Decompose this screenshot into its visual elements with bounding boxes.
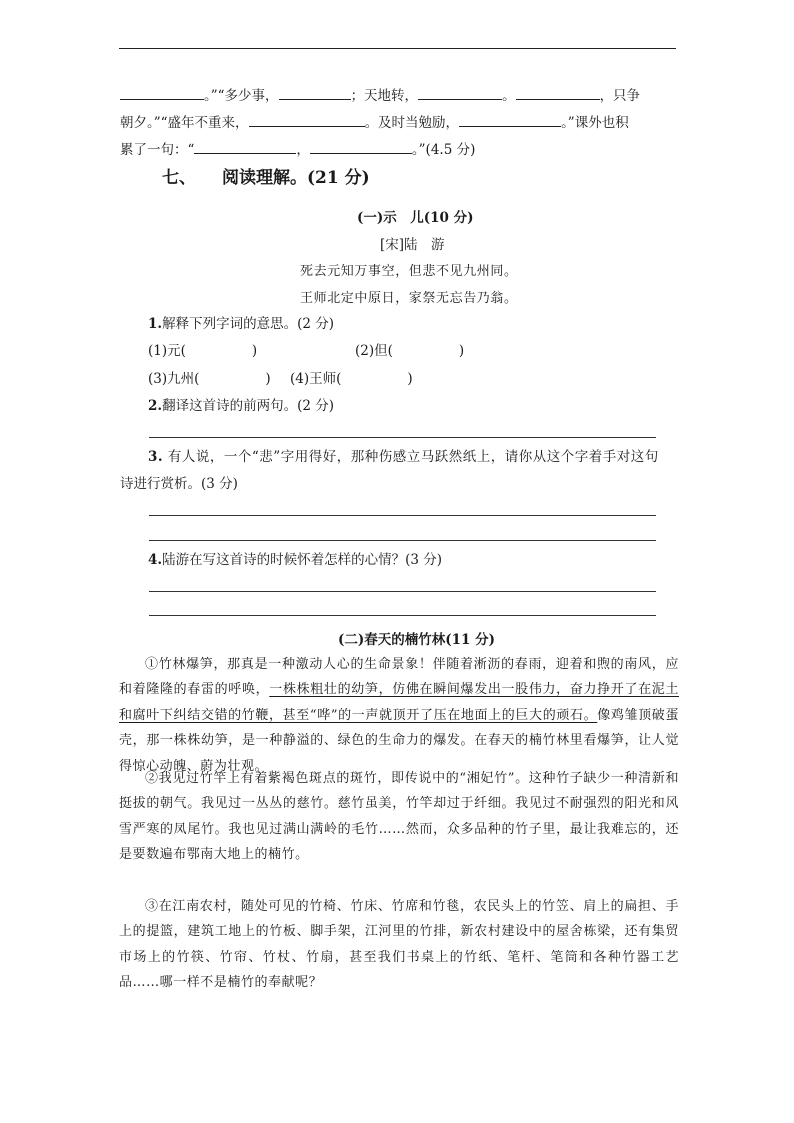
poem-line: 死去元知万事空，但悲不见九州同。 — [300, 264, 518, 279]
poem-title: (一)示 儿(10 分) — [357, 210, 474, 226]
fill-text: ， — [296, 142, 310, 158]
item-label: (2)但( — [355, 343, 393, 359]
question-text: 有人说，一个“悲”字用得好，那种伤感立马跃然纸上，请你从这个字着手对这句 — [167, 449, 659, 465]
question-number: 4. — [148, 552, 163, 568]
answer-blank[interactable] — [310, 139, 412, 154]
article-paragraph-2: ②我见过竹竿上有着紫褐色斑点的斑竹，即传说中的“湘妃竹”。这种竹子缺少一种清新和挺拔的朝气。我见过一丛丛的慈竹。慈竹虽美，竹竿却过于纤细。我见过不耐强烈的阳光和风雪严寒的凤尾竹。我也见过满山满岭的毛竹……然而，众多品种的竹子里，最让我难忘的，还是要数遍布鄂南大地上的楠竹。 — [119, 771, 679, 863]
question-number: 3. — [148, 449, 164, 465]
fill-line-1 — [120, 85, 640, 105]
section-title: 阅读理解。(21 分) — [222, 168, 370, 188]
q1-item-4 — [290, 370, 413, 388]
answer-blank[interactable] — [418, 85, 502, 100]
poem-author: [宋]陆 游 — [380, 237, 445, 253]
question-3-cont: 诗进行赏析。(3 分) — [120, 476, 238, 492]
item-close: ) — [407, 371, 413, 387]
answer-line[interactable] — [149, 515, 656, 516]
answer-line[interactable] — [149, 437, 656, 438]
paragraph-text: 像鸡雏顶破蛋壳，那一株株幼笋，是一种静溢的、绿色的生命力的爆发。在春天的楠竹林里看爆笋，让人觉得惊心动魄、蔚为壮观。 — [119, 707, 679, 774]
item-close: ) — [251, 343, 258, 359]
question-4 — [148, 551, 442, 569]
fill-text: 朝夕。”“盛年不重来， — [120, 115, 249, 131]
underlined-sentence: 一株株粗壮的幼笋，仿佛在瞬间爆发出一股伟力，奋力挣开了在泥土和腐叶下纠结交错的竹鞭，甚至“哗”的一声就顶开了压在地面上的巨大的顽石。 — [119, 682, 679, 723]
answer-line[interactable] — [149, 615, 656, 616]
answer-blank[interactable] — [249, 112, 365, 127]
answer-blank[interactable] — [120, 85, 204, 100]
question-text: 翻译这首诗的前两句。(2 分) — [162, 398, 335, 414]
article-title: (二)春天的楠竹林(11 分) — [338, 632, 496, 648]
article-paragraph-1 — [119, 652, 679, 779]
fill-line-3 — [120, 139, 475, 159]
question-1 — [148, 315, 334, 333]
question-number: 2. — [148, 398, 163, 414]
answer-line[interactable] — [149, 591, 656, 592]
item-label: (4)王师( — [290, 371, 342, 387]
question-3 — [148, 448, 659, 466]
fill-text: 累了一句：“ — [120, 142, 195, 158]
fill-text: 。”课外也积 — [561, 115, 629, 131]
fill-text: ，只争 — [599, 88, 641, 104]
fill-text: ；天地转， — [350, 88, 419, 104]
paragraph-text: ①竹林爆笋，那真是一种激动人心的生命景象！伴随着淅沥的春雨，迎着和煦的南风，应和着隆隆的春雷的呼唤， — [119, 657, 679, 698]
answer-blank[interactable] — [459, 112, 561, 127]
poem-line: 王师北定中原日，家祭无忘告乃翁。 — [300, 291, 518, 306]
fill-text: 。 — [502, 88, 516, 104]
fill-text: 。及时当勉励， — [364, 115, 460, 131]
answer-blank[interactable] — [194, 139, 296, 154]
question-number: 1. — [148, 316, 163, 332]
fill-text: 。”(4.5 分) — [411, 142, 476, 158]
header-rule — [119, 48, 676, 49]
item-label: (3)九州( — [148, 371, 200, 387]
item-close: ) — [458, 343, 465, 359]
q1-item-2 — [355, 342, 464, 360]
q1-item-3 — [148, 370, 271, 388]
section-heading — [162, 163, 370, 188]
article-paragraph-3: ③在江南农村，随处可见的竹椅、竹床、竹席和竹毯，农民头上的竹笠、肩上的扁担、手上的提篮，建筑工地上的竹板、脚手架，江河里的竹排，新农村建设中的屋舍栋梁，还有集贸市场上的竹筷、竹帘、竹杖、竹扇，甚至我们书桌上的竹纸、笔杆、笔筒和各种竹器工艺品……哪一样不是楠竹的奉献呢？ — [119, 899, 679, 991]
q1-item-1 — [148, 342, 257, 360]
section-number: 七、 — [162, 168, 196, 188]
answer-blank[interactable] — [516, 85, 600, 100]
question-text: 解释下列字词的意思。(2 分) — [162, 316, 335, 332]
item-close: ) — [265, 371, 271, 387]
fill-text: 。”“多少事， — [204, 88, 279, 104]
answer-blank[interactable] — [279, 85, 351, 100]
item-label: (1)元( — [148, 343, 186, 359]
question-2 — [148, 397, 334, 415]
fill-line-2 — [120, 112, 629, 132]
question-text: 陆游在写这首诗的时候怀着怎样的心情？(3 分) — [162, 552, 443, 568]
answer-line[interactable] — [149, 540, 656, 541]
